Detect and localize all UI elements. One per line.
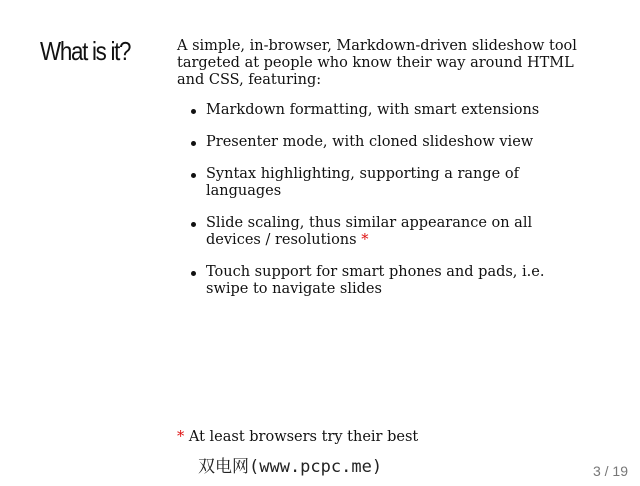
- feature-text: Markdown formatting, with smart extensions: [206, 102, 540, 118]
- footnote-text: At least browsers try their best: [188, 429, 419, 445]
- bullet-icon: [191, 173, 196, 178]
- feature-item: [177, 134, 597, 151]
- feature-text: Touch support for smart phones and pads, i.e. swipe to navigate slides: [206, 264, 545, 297]
- feature-list: [177, 102, 597, 298]
- slide-title: What is it?: [40, 36, 131, 66]
- feature-text: Presenter mode, with cloned slideshow view: [206, 134, 534, 150]
- feature-text: Syntax highlighting, supporting a range of languages: [206, 166, 519, 199]
- intro-paragraph: A simple, in-browser, Markdown-driven slideshow tool targeted at people who know their way around HTML and CSS, featuring:: [177, 38, 577, 88]
- feature-item: [177, 166, 597, 200]
- footnote-marker: *: [177, 429, 185, 445]
- bullet-icon: [191, 271, 196, 276]
- footnote-marker: *: [361, 232, 369, 248]
- feature-item: [177, 264, 597, 298]
- total-slide-count: 19: [612, 463, 628, 479]
- footnote: [177, 429, 418, 445]
- slide-number-separator: /: [604, 463, 609, 479]
- feature-item: [177, 215, 597, 249]
- bullet-icon: [191, 109, 196, 114]
- feature-item: [177, 102, 597, 119]
- slide-body: [177, 38, 597, 313]
- feature-text: Slide scaling, thus similar appearance on all devices / resolutions: [206, 215, 533, 248]
- slide-counter: [593, 463, 628, 479]
- current-slide-number: 3: [592, 463, 601, 479]
- watermark: 双电网(www.pcpc.me): [198, 457, 383, 477]
- bullet-icon: [191, 141, 196, 146]
- bullet-icon: [191, 222, 196, 227]
